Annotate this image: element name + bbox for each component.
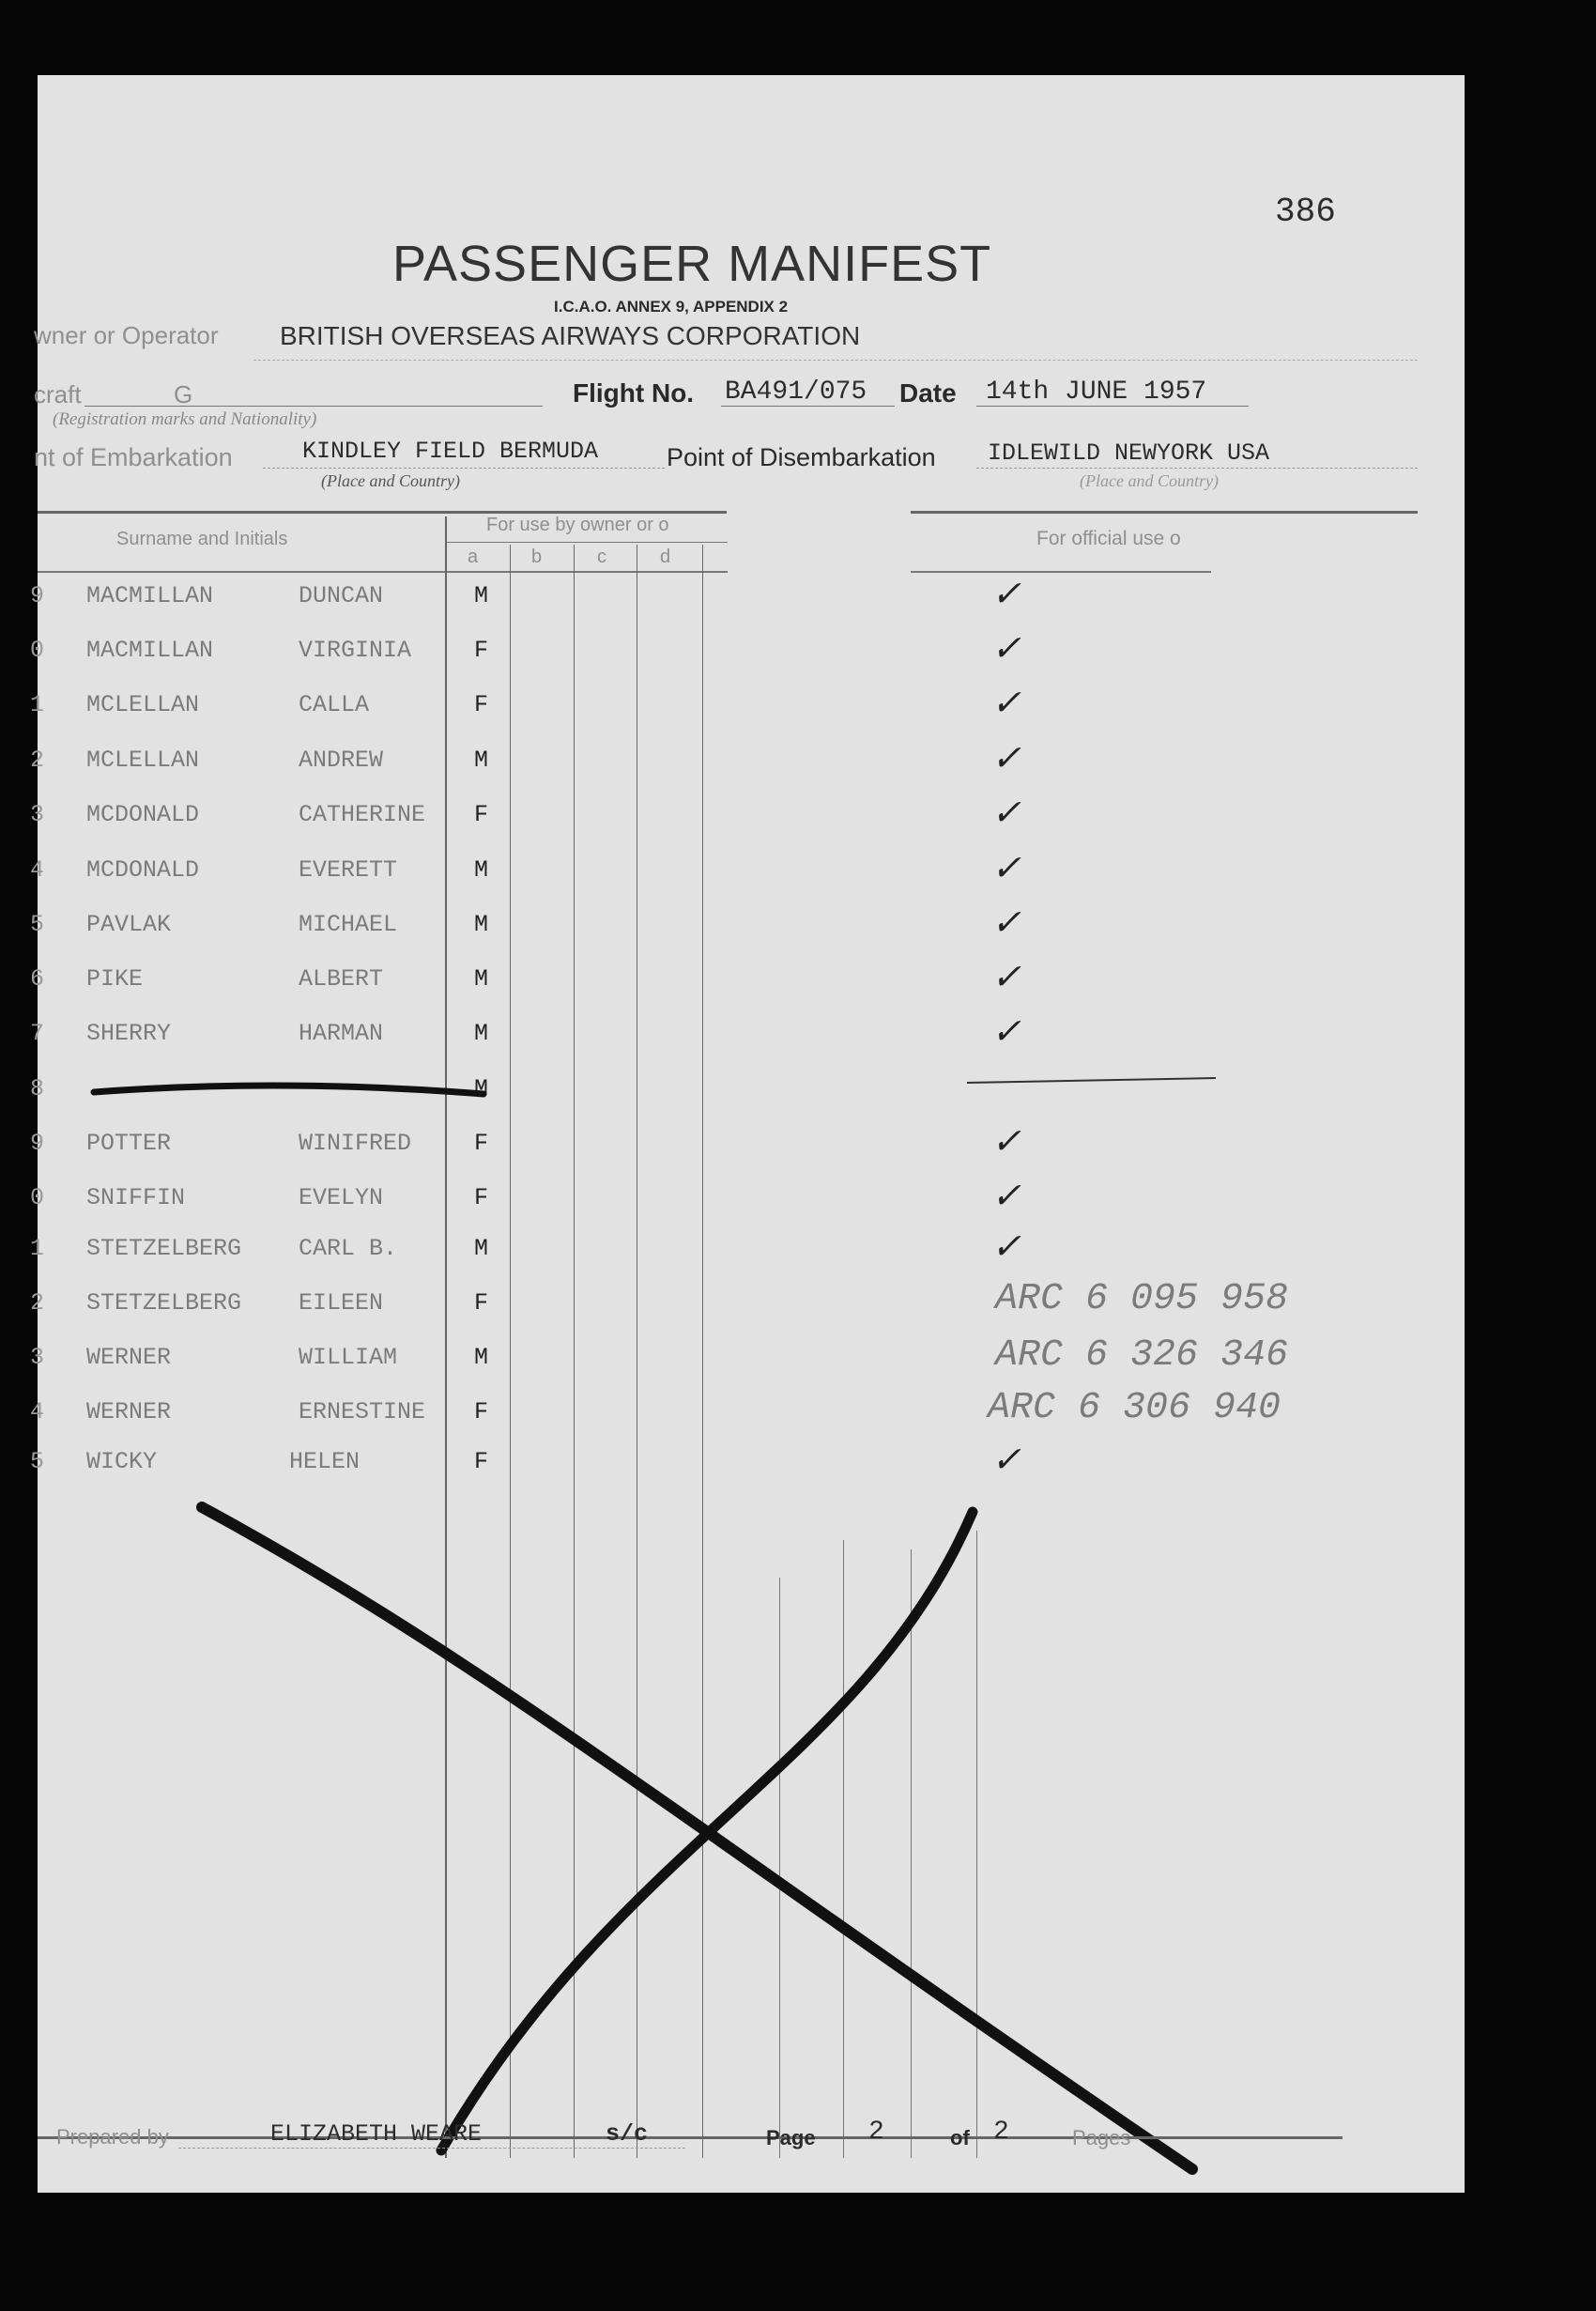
sex-cell: M: [474, 1075, 489, 1102]
surname-cell: STETZELBERG: [86, 1289, 242, 1317]
surname-cell: MCDONALD: [86, 856, 200, 884]
owner-value: BRITISH OVERSEAS AIRWAYS CORPORATION: [280, 321, 861, 350]
sex-cell: F: [474, 1448, 489, 1475]
row-strikethrough: [94, 1086, 483, 1094]
sex-cell: M: [474, 747, 489, 774]
given-name-cell: EVELYN: [299, 1184, 384, 1211]
official-mark: ✓: [991, 1010, 1021, 1052]
given-name-cell: CATHERINE: [299, 801, 426, 828]
sex-cell: F: [474, 1398, 489, 1425]
sex-cell: F: [474, 801, 489, 828]
embarkation-value: KINDLEY FIELD BERMUDA: [302, 438, 599, 465]
given-name-cell: WINIFRED: [299, 1130, 412, 1157]
page-number: 386: [1275, 193, 1336, 231]
sex-cell: M: [474, 856, 489, 884]
flight-label: Flight No.: [573, 378, 695, 408]
sex-cell: F: [474, 691, 489, 718]
given-name-cell: VIRGINIA: [299, 637, 412, 664]
footer-rule: [38, 2136, 1343, 2139]
official-mark: ✓: [991, 627, 1021, 669]
official-column-rule: [967, 1078, 1216, 1083]
sex-cell: F: [474, 637, 489, 664]
date-label: Date: [899, 378, 957, 408]
manifest-sheet: [30, 75, 1465, 2193]
official-mark: ✓: [991, 682, 1021, 723]
official-note: ARC 6 326 346: [995, 1334, 1289, 1377]
owner-col-d: d: [660, 547, 671, 567]
sex-cell: F: [474, 1184, 489, 1211]
surname-cell: MACMILLAN: [86, 637, 214, 664]
surname-cell: MCLELLAN: [86, 691, 200, 718]
surname-header: Surname and Initials: [116, 529, 288, 549]
row-number: 6: [30, 965, 45, 993]
surname-cell: WERNER: [86, 1398, 172, 1425]
given-name-cell: HELEN: [289, 1448, 361, 1475]
prepared-line: [178, 2148, 685, 2149]
given-name-cell: CALLA: [299, 691, 370, 718]
sex-cell: M: [474, 1235, 489, 1262]
sc-note: s/c: [606, 2120, 649, 2148]
given-name-cell: EILEEN: [299, 1289, 384, 1317]
official-use-header: For official use o: [1036, 528, 1181, 549]
document-subtitle: I.C.A.O. ANNEX 9, APPENDIX 2: [554, 298, 789, 316]
of-label: of: [950, 2126, 970, 2149]
row-number: 3: [30, 801, 45, 828]
row-number: 9: [30, 582, 45, 609]
disembarkation-place-note: (Place and Country): [1080, 471, 1219, 490]
date-value: 14th JUNE 1957: [986, 377, 1207, 407]
surname-cell: PAVLAK: [86, 911, 172, 938]
official-mark: ✓: [991, 737, 1021, 778]
surname-cell: SHERRY: [86, 1020, 172, 1047]
disembarkation-value: IDLEWILD NEWYORK USA: [988, 439, 1270, 467]
row-number: 1: [30, 1235, 45, 1262]
owner-col-a: a: [468, 547, 479, 567]
owner-use-header: For use by owner or o: [486, 515, 669, 535]
given-name-cell: EVERETT: [299, 856, 398, 884]
row-number: 9: [30, 1130, 45, 1157]
official-mark: ✓: [991, 573, 1021, 614]
surname-cell: MCLELLAN: [86, 747, 200, 774]
embarkation-place-note: (Place and Country): [321, 471, 460, 490]
embarkation-label: nt of Embarkation: [34, 443, 233, 471]
official-note: ARC 6 306 940: [988, 1387, 1281, 1429]
owner-col-c: c: [597, 547, 606, 567]
given-name-cell: ANDREW: [299, 747, 384, 774]
surname-cell: MACMILLAN: [86, 582, 214, 609]
official-mark: ✓: [991, 901, 1021, 943]
sex-cell: M: [474, 1344, 489, 1371]
row-number: 5: [30, 911, 45, 938]
of-value: 2: [993, 2118, 1009, 2147]
page-value: 2: [868, 2118, 884, 2147]
given-name-cell: HARMAN: [299, 1020, 384, 1047]
given-name-cell: DUNCAN: [299, 582, 384, 609]
official-mark: ✓: [991, 956, 1021, 997]
official-mark: ✓: [991, 1225, 1021, 1267]
surname-cell: SNIFFIN: [86, 1184, 186, 1211]
aircraft-value: G: [174, 380, 193, 408]
row-number: 4: [30, 1398, 45, 1425]
document-title: PASSENGER MANIFEST: [392, 236, 992, 292]
sex-cell: M: [474, 1020, 489, 1047]
row-number: 8: [30, 1075, 45, 1102]
owner-col-b: b: [531, 547, 543, 567]
aircraft-label: craft: [34, 380, 82, 408]
surname-cell: STETZELBERG: [86, 1235, 242, 1262]
owner-label: wner or Operator: [34, 321, 219, 349]
row-number: 2: [30, 1289, 45, 1317]
row-number: 0: [30, 1184, 45, 1211]
pages-label: Pages: [1072, 2126, 1131, 2149]
row-number: 2: [30, 747, 45, 774]
cancel-cross-stroke-2: [441, 1512, 973, 2150]
official-mark: ✓: [991, 1439, 1021, 1480]
surname-cell: MCDONALD: [86, 801, 200, 828]
page-label: Page: [766, 2126, 816, 2149]
given-name-cell: MICHAEL: [299, 911, 398, 938]
sex-cell: M: [474, 911, 489, 938]
pen-marks: [38, 75, 1465, 2193]
surname-cell: POTTER: [86, 1130, 172, 1157]
sex-cell: M: [474, 582, 489, 609]
surname-cell: WICKY: [86, 1448, 158, 1475]
row-number: 1: [30, 691, 45, 718]
registration-note: (Registration marks and Nationality): [53, 409, 317, 429]
prepared-by-label: Prepared by: [56, 2125, 169, 2149]
given-name-cell: CARL B.: [299, 1235, 398, 1262]
sex-cell: M: [474, 965, 489, 993]
row-number: 3: [30, 1344, 45, 1371]
sex-cell: F: [474, 1130, 489, 1157]
row-number: 0: [30, 637, 45, 664]
flight-number: BA491/075: [725, 377, 867, 407]
surname-cell: PIKE: [86, 965, 144, 993]
row-number: 7: [30, 1020, 45, 1047]
row-number: 4: [30, 856, 45, 884]
official-mark: ✓: [991, 792, 1021, 833]
given-name-cell: ERNESTINE: [299, 1398, 426, 1425]
given-name-cell: WILLIAM: [299, 1344, 398, 1371]
surname-cell: WERNER: [86, 1344, 172, 1371]
official-mark: ✓: [991, 847, 1021, 888]
given-name-cell: ALBERT: [299, 965, 384, 993]
sex-cell: F: [474, 1289, 489, 1317]
row-number: 5: [30, 1448, 45, 1475]
prepared-by-value: ELIZABETH WEARE: [270, 2120, 483, 2148]
official-note: ARC 6 095 958: [995, 1278, 1289, 1320]
official-mark: ✓: [991, 1175, 1021, 1216]
official-mark: ✓: [991, 1120, 1021, 1162]
disembarkation-label: Point of Disembarkation: [667, 443, 936, 471]
